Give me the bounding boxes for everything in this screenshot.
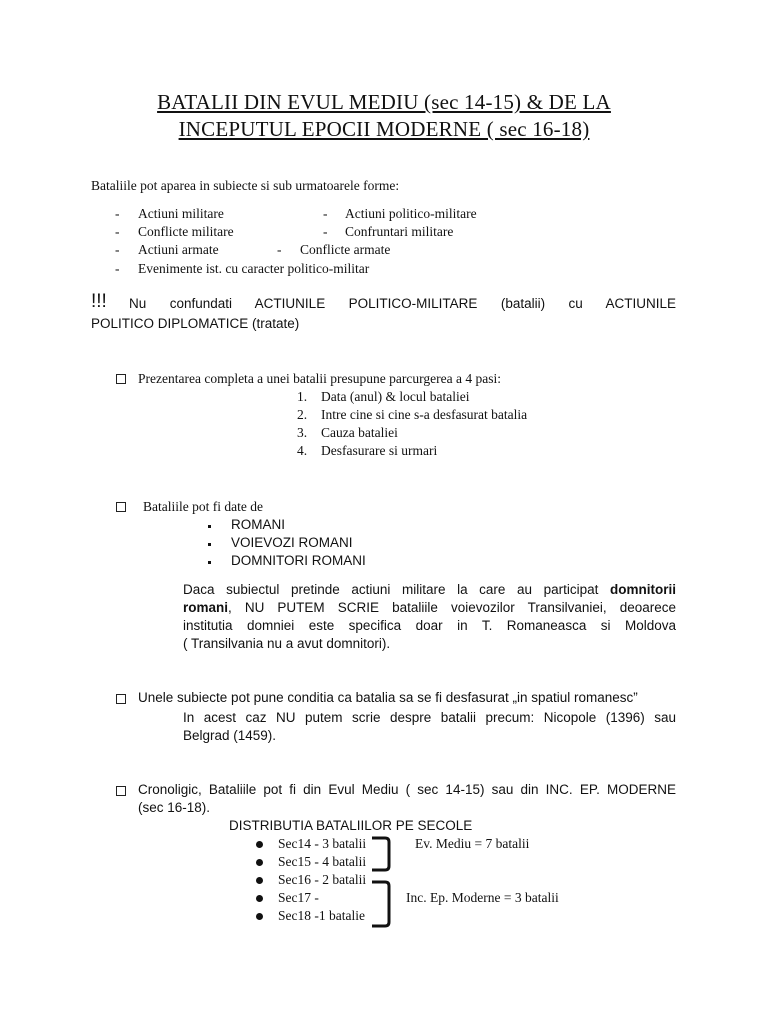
group-label-medieval: Ev. Mediu = 7 batalii <box>415 836 530 851</box>
bullet-dot-icon <box>256 877 263 884</box>
checkbox-icon <box>116 786 126 796</box>
form-item: Confruntari militare <box>345 224 454 239</box>
step-number: 3. <box>297 425 308 440</box>
checkbox-icon <box>116 374 126 384</box>
given-by-item: ROMANI <box>231 517 285 532</box>
document-title-line-2: INCEPUTUL EPOCII MODERNE ( sec 16-18) <box>178 117 590 141</box>
given-by-paragraph-line-4: ( Transilvania nu a avut domnitori). <box>183 636 391 651</box>
paragraph-bold: romani <box>183 600 229 615</box>
chrono-heading-line-2: (sec 16-18). <box>138 800 211 815</box>
dash: - <box>115 242 120 257</box>
dash: - <box>323 206 328 221</box>
step-text: Data (anul) & locul bataliei <box>321 389 470 404</box>
century-item: Sec14 - 3 batalii <box>278 836 367 851</box>
bracket-icon <box>366 834 396 932</box>
dash: - <box>115 261 120 276</box>
step-text: Desfasurare si urmari <box>321 443 438 458</box>
condition-line-1: In acest caz NU putem scrie despre batalii precum: Nicopole (1396) sau <box>183 710 676 725</box>
given-by-paragraph-line-1 <box>183 582 676 597</box>
condition-line-2: Belgrad (1459). <box>183 728 277 743</box>
form-item: Actiuni politico-militare <box>345 206 477 221</box>
bullet-dot-icon <box>256 913 263 920</box>
bullet-icon <box>208 561 211 564</box>
dash: - <box>115 206 120 221</box>
century-item: Sec18 -1 batalie <box>278 908 365 923</box>
steps-heading: Prezentarea completa a unei batalii presupune parcurgerea a 4 pasi: <box>138 371 501 386</box>
document-title-line-1: BATALII DIN EVUL MEDIU (sec 14-15) & DE LA <box>157 90 611 114</box>
checkbox-icon <box>116 694 126 704</box>
step-number: 1. <box>297 389 308 404</box>
given-by-paragraph-line-3: institutia domniei este specifica doar in T. Romaneasca si Moldova <box>183 618 676 633</box>
bullet-icon <box>208 525 211 528</box>
paragraph-bold: domnitorii <box>610 582 676 597</box>
form-item: Actiuni armate <box>138 242 219 257</box>
given-by-heading: Bataliile pot fi date de <box>143 499 263 514</box>
warning-line-1: Nu confundati ACTIUNILE POLITICO-MILITARE (batalii) cu ACTIUNILE <box>129 296 676 311</box>
paragraph-text: Daca subiectul pretinde actiuni militare la care au participat <box>183 582 610 597</box>
form-item: Actiuni militare <box>138 206 224 221</box>
step-text: Cauza bataliei <box>321 425 398 440</box>
bullet-dot-icon <box>256 841 263 848</box>
distribution-title: DISTRIBUTIA BATALIILOR PE SECOLE <box>229 818 473 833</box>
century-item: Sec16 - 2 batalii <box>278 872 367 887</box>
forms-intro: Bataliile pot aparea in subiecte si sub urmatoarele forme: <box>91 178 400 193</box>
chrono-heading-line-1: Cronoligic, Bataliile pot fi din Evul Mediu ( sec 14-15) sau din INC. EP. MODERNE <box>138 782 676 797</box>
century-item: Sec17 - <box>278 890 319 905</box>
bullet-dot-icon <box>256 895 263 902</box>
given-by-item: VOIEVOZI ROMANI <box>231 535 353 550</box>
form-item: Evenimente ist. cu caracter politico-militar <box>138 261 370 276</box>
given-by-paragraph-line-2 <box>183 600 676 615</box>
form-item: Conflicte armate <box>300 242 391 257</box>
century-item: Sec15 - 4 batalii <box>278 854 367 869</box>
dash: - <box>277 242 282 257</box>
warning-marks: !!! <box>91 291 107 312</box>
condition-heading: Unele subiecte pot pune conditia ca batalia sa se fi desfasurat „in spatiul romanesc” <box>138 690 638 705</box>
checkbox-icon <box>116 502 126 512</box>
warning-line-2: POLITICO DIPLOMATICE (tratate) <box>91 316 300 331</box>
step-text: Intre cine si cine s-a desfasurat batalia <box>321 407 528 422</box>
bullet-icon <box>208 543 211 546</box>
step-number: 4. <box>297 443 308 458</box>
group-label-modern: Inc. Ep. Moderne = 3 batalii <box>406 890 559 905</box>
form-item: Conflicte militare <box>138 224 234 239</box>
bullet-dot-icon <box>256 859 263 866</box>
dash: - <box>115 224 120 239</box>
dash: - <box>323 224 328 239</box>
given-by-item: DOMNITORI ROMANI <box>231 553 366 568</box>
step-number: 2. <box>297 407 308 422</box>
paragraph-text: , NU PUTEM SCRIE bataliile voievozilor Transilvaniei, deoarece <box>228 600 676 615</box>
